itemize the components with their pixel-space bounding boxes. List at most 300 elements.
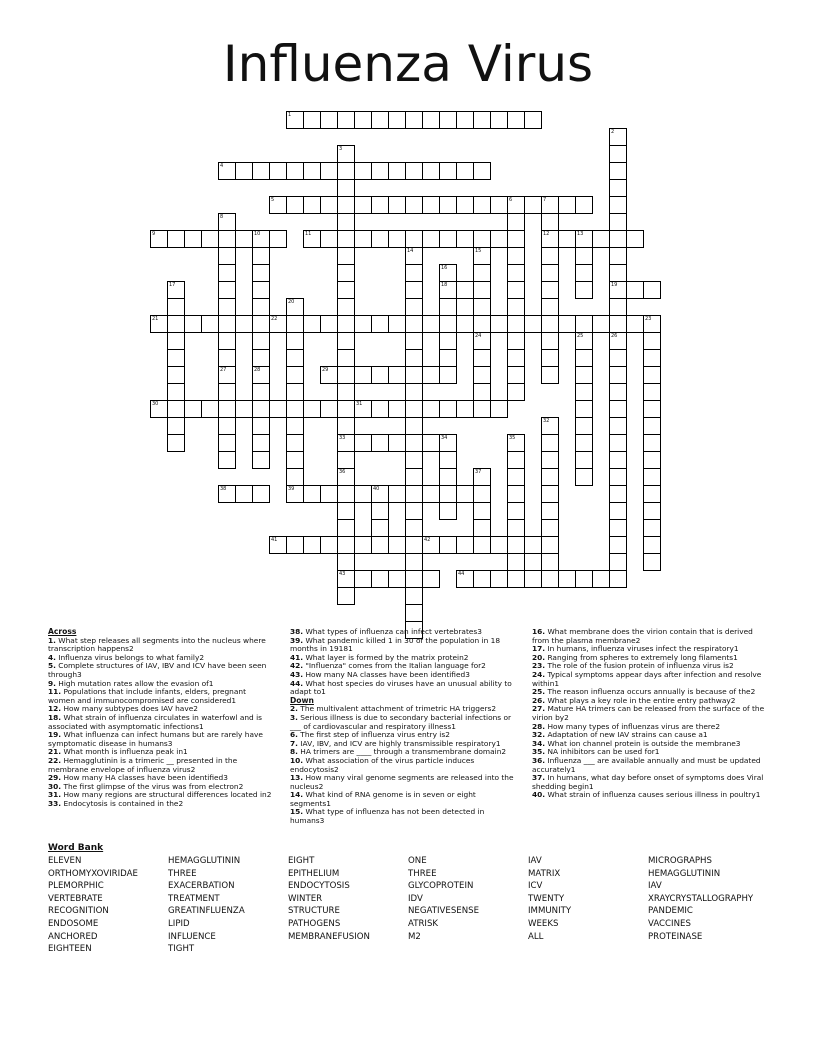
grid-cell[interactable] xyxy=(507,451,525,469)
grid-cell[interactable] xyxy=(507,247,525,265)
grid-cell[interactable] xyxy=(643,400,661,418)
grid-cell[interactable] xyxy=(507,264,525,282)
grid-cell[interactable] xyxy=(643,553,661,571)
grid-cell[interactable] xyxy=(643,383,661,401)
grid-cell[interactable] xyxy=(507,553,525,571)
grid-cell[interactable] xyxy=(337,111,355,129)
grid-cell[interactable] xyxy=(507,332,525,350)
grid-cell[interactable] xyxy=(473,536,491,554)
grid-cell[interactable] xyxy=(507,485,525,503)
grid-cell[interactable] xyxy=(218,264,236,282)
grid-cell[interactable] xyxy=(422,315,440,333)
grid-cell[interactable] xyxy=(405,230,423,248)
grid-cell[interactable] xyxy=(218,434,236,452)
grid-cell[interactable] xyxy=(252,349,270,367)
grid-cell[interactable] xyxy=(252,281,270,299)
grid-cell[interactable] xyxy=(388,366,406,384)
grid-cell[interactable] xyxy=(405,468,423,486)
grid-cell[interactable] xyxy=(422,111,440,129)
grid-cell[interactable] xyxy=(371,111,389,129)
grid-cell[interactable] xyxy=(388,485,406,503)
grid-cell[interactable] xyxy=(337,298,355,316)
grid-cell[interactable] xyxy=(218,417,236,435)
grid-cell[interactable] xyxy=(167,332,185,350)
grid-cell[interactable] xyxy=(456,315,474,333)
grid-cell[interactable] xyxy=(439,332,457,350)
grid-cell[interactable] xyxy=(405,196,423,214)
grid-cell[interactable] xyxy=(575,451,593,469)
grid-cell[interactable] xyxy=(422,485,440,503)
grid-cell[interactable] xyxy=(167,434,185,452)
grid-cell[interactable] xyxy=(592,315,610,333)
grid-cell[interactable] xyxy=(371,162,389,180)
grid-cell[interactable] xyxy=(405,400,423,418)
grid-cell[interactable] xyxy=(456,230,474,248)
grid-cell[interactable] xyxy=(456,536,474,554)
grid-cell[interactable] xyxy=(235,400,253,418)
grid-cell[interactable] xyxy=(371,196,389,214)
grid-cell[interactable] xyxy=(269,230,287,248)
grid-cell[interactable] xyxy=(405,315,423,333)
grid-cell[interactable] xyxy=(507,383,525,401)
grid-cell[interactable] xyxy=(473,230,491,248)
grid-cell[interactable] xyxy=(286,196,304,214)
grid-cell[interactable] xyxy=(167,349,185,367)
grid-cell[interactable] xyxy=(371,434,389,452)
grid-cell[interactable] xyxy=(439,366,457,384)
grid-cell[interactable] xyxy=(405,451,423,469)
grid-cell[interactable] xyxy=(320,485,338,503)
grid-cell[interactable] xyxy=(575,570,593,588)
grid-cell[interactable] xyxy=(286,434,304,452)
grid-cell[interactable] xyxy=(337,400,355,418)
grid-cell[interactable] xyxy=(405,298,423,316)
grid-cell[interactable] xyxy=(286,536,304,554)
grid-cell[interactable] xyxy=(218,298,236,316)
grid-cell[interactable] xyxy=(507,315,525,333)
grid-cell[interactable] xyxy=(337,332,355,350)
grid-cell[interactable] xyxy=(388,434,406,452)
grid-cell[interactable] xyxy=(439,468,457,486)
grid-cell[interactable] xyxy=(609,264,627,282)
grid-cell[interactable] xyxy=(609,213,627,231)
grid-cell[interactable] xyxy=(490,230,508,248)
grid-cell[interactable] xyxy=(337,315,355,333)
grid-cell[interactable] xyxy=(371,230,389,248)
grid-cell[interactable] xyxy=(575,468,593,486)
grid-cell[interactable] xyxy=(320,400,338,418)
grid-cell[interactable] xyxy=(252,298,270,316)
grid-cell[interactable] xyxy=(473,281,491,299)
grid-cell[interactable] xyxy=(252,315,270,333)
grid-cell[interactable] xyxy=(388,570,406,588)
grid-cell[interactable] xyxy=(184,315,202,333)
grid-cell[interactable] xyxy=(507,213,525,231)
grid-cell[interactable] xyxy=(235,485,253,503)
grid-cell[interactable] xyxy=(541,519,559,537)
grid-cell[interactable] xyxy=(507,230,525,248)
grid-cell[interactable] xyxy=(439,451,457,469)
grid-cell[interactable] xyxy=(439,400,457,418)
grid-cell[interactable] xyxy=(337,281,355,299)
grid-cell[interactable] xyxy=(405,349,423,367)
grid-cell[interactable] xyxy=(184,230,202,248)
grid-cell[interactable] xyxy=(541,349,559,367)
grid-cell[interactable] xyxy=(643,349,661,367)
grid-cell[interactable] xyxy=(422,230,440,248)
grid-cell[interactable] xyxy=(320,315,338,333)
grid-cell[interactable] xyxy=(626,230,644,248)
grid-cell[interactable] xyxy=(405,519,423,537)
grid-cell[interactable] xyxy=(541,315,559,333)
grid-cell[interactable] xyxy=(643,485,661,503)
grid-cell[interactable] xyxy=(218,281,236,299)
grid-cell[interactable] xyxy=(286,315,304,333)
grid-cell[interactable] xyxy=(524,570,542,588)
grid-cell[interactable] xyxy=(473,366,491,384)
grid-cell[interactable] xyxy=(575,281,593,299)
grid-cell[interactable] xyxy=(626,315,644,333)
grid-cell[interactable] xyxy=(643,434,661,452)
grid-cell[interactable] xyxy=(320,111,338,129)
grid-cell[interactable] xyxy=(575,315,593,333)
grid-cell[interactable] xyxy=(575,349,593,367)
grid-cell[interactable] xyxy=(252,451,270,469)
grid-cell[interactable] xyxy=(439,162,457,180)
grid-cell[interactable] xyxy=(252,247,270,265)
grid-cell[interactable] xyxy=(473,196,491,214)
grid-cell[interactable] xyxy=(575,264,593,282)
grid-cell[interactable] xyxy=(541,485,559,503)
grid-cell[interactable] xyxy=(643,281,661,299)
grid-cell[interactable] xyxy=(303,111,321,129)
grid-cell[interactable] xyxy=(252,434,270,452)
grid-cell[interactable] xyxy=(541,213,559,231)
grid-cell[interactable] xyxy=(354,434,372,452)
grid-cell[interactable] xyxy=(490,315,508,333)
grid-cell[interactable] xyxy=(218,247,236,265)
grid-cell[interactable] xyxy=(473,400,491,418)
grid-cell[interactable] xyxy=(473,383,491,401)
grid-cell[interactable] xyxy=(473,298,491,316)
grid-cell[interactable] xyxy=(609,230,627,248)
grid-cell[interactable] xyxy=(354,536,372,554)
grid-cell[interactable] xyxy=(405,485,423,503)
grid-cell[interactable] xyxy=(609,315,627,333)
grid-cell[interactable] xyxy=(286,451,304,469)
grid-cell[interactable] xyxy=(320,230,338,248)
grid-cell[interactable] xyxy=(541,468,559,486)
grid-cell[interactable] xyxy=(354,230,372,248)
grid-cell[interactable] xyxy=(558,196,576,214)
grid-cell[interactable] xyxy=(218,315,236,333)
grid-cell[interactable] xyxy=(405,264,423,282)
grid-cell[interactable] xyxy=(337,264,355,282)
grid-cell[interactable] xyxy=(592,230,610,248)
grid-cell[interactable] xyxy=(609,162,627,180)
grid-cell[interactable] xyxy=(320,536,338,554)
grid-cell[interactable] xyxy=(337,536,355,554)
grid-cell[interactable] xyxy=(303,485,321,503)
grid-cell[interactable] xyxy=(609,298,627,316)
grid-cell[interactable] xyxy=(337,383,355,401)
grid-cell[interactable] xyxy=(558,230,576,248)
grid-cell[interactable] xyxy=(439,349,457,367)
grid-cell[interactable] xyxy=(286,383,304,401)
grid-cell[interactable] xyxy=(541,332,559,350)
grid-cell[interactable] xyxy=(507,281,525,299)
grid-cell[interactable] xyxy=(354,162,372,180)
grid-cell[interactable] xyxy=(167,298,185,316)
grid-cell[interactable] xyxy=(218,400,236,418)
grid-cell[interactable] xyxy=(473,349,491,367)
grid-cell[interactable] xyxy=(286,366,304,384)
grid-cell[interactable] xyxy=(456,281,474,299)
grid-cell[interactable] xyxy=(643,536,661,554)
grid-cell[interactable] xyxy=(252,485,270,503)
grid-cell[interactable] xyxy=(490,196,508,214)
grid-cell[interactable] xyxy=(422,570,440,588)
grid-cell[interactable] xyxy=(575,247,593,265)
grid-cell[interactable] xyxy=(507,366,525,384)
grid-cell[interactable] xyxy=(473,315,491,333)
grid-cell[interactable] xyxy=(643,417,661,435)
grid-cell[interactable] xyxy=(405,553,423,571)
grid-cell[interactable] xyxy=(490,570,508,588)
grid-cell[interactable] xyxy=(303,162,321,180)
grid-cell[interactable] xyxy=(456,111,474,129)
grid-cell[interactable] xyxy=(405,536,423,554)
grid-cell[interactable] xyxy=(507,519,525,537)
grid-cell[interactable] xyxy=(575,383,593,401)
grid-cell[interactable] xyxy=(269,400,287,418)
grid-cell[interactable] xyxy=(541,264,559,282)
grid-cell[interactable] xyxy=(405,162,423,180)
grid-cell[interactable] xyxy=(388,536,406,554)
grid-cell[interactable] xyxy=(541,366,559,384)
grid-cell[interactable] xyxy=(252,400,270,418)
grid-cell[interactable] xyxy=(541,281,559,299)
grid-cell[interactable] xyxy=(252,162,270,180)
grid-cell[interactable] xyxy=(167,366,185,384)
grid-cell[interactable] xyxy=(609,519,627,537)
grid-cell[interactable] xyxy=(490,536,508,554)
grid-cell[interactable] xyxy=(303,315,321,333)
grid-cell[interactable] xyxy=(218,230,236,248)
grid-cell[interactable] xyxy=(422,196,440,214)
grid-cell[interactable] xyxy=(405,366,423,384)
grid-cell[interactable] xyxy=(541,502,559,520)
grid-cell[interactable] xyxy=(337,502,355,520)
grid-cell[interactable] xyxy=(609,468,627,486)
grid-cell[interactable] xyxy=(507,502,525,520)
grid-cell[interactable] xyxy=(456,162,474,180)
grid-cell[interactable] xyxy=(337,417,355,435)
grid-cell[interactable] xyxy=(201,315,219,333)
grid-cell[interactable] xyxy=(337,451,355,469)
grid-cell[interactable] xyxy=(439,315,457,333)
grid-cell[interactable] xyxy=(354,485,372,503)
grid-cell[interactable] xyxy=(473,111,491,129)
grid-cell[interactable] xyxy=(609,400,627,418)
grid-cell[interactable] xyxy=(439,502,457,520)
grid-cell[interactable] xyxy=(388,162,406,180)
grid-cell[interactable] xyxy=(439,485,457,503)
grid-cell[interactable] xyxy=(507,468,525,486)
grid-cell[interactable] xyxy=(575,434,593,452)
grid-cell[interactable] xyxy=(490,400,508,418)
grid-cell[interactable] xyxy=(609,417,627,435)
grid-cell[interactable] xyxy=(439,111,457,129)
grid-cell[interactable] xyxy=(541,434,559,452)
grid-cell[interactable] xyxy=(218,349,236,367)
grid-cell[interactable] xyxy=(473,519,491,537)
grid-cell[interactable] xyxy=(405,587,423,605)
grid-cell[interactable] xyxy=(575,366,593,384)
grid-cell[interactable] xyxy=(371,519,389,537)
grid-cell[interactable] xyxy=(337,366,355,384)
grid-cell[interactable] xyxy=(337,485,355,503)
grid-cell[interactable] xyxy=(609,349,627,367)
grid-cell[interactable] xyxy=(541,570,559,588)
grid-cell[interactable] xyxy=(541,298,559,316)
grid-cell[interactable] xyxy=(201,230,219,248)
grid-cell[interactable] xyxy=(490,111,508,129)
grid-cell[interactable] xyxy=(354,196,372,214)
grid-cell[interactable] xyxy=(507,349,525,367)
grid-cell[interactable] xyxy=(303,536,321,554)
grid-cell[interactable] xyxy=(456,196,474,214)
grid-cell[interactable] xyxy=(643,366,661,384)
grid-cell[interactable] xyxy=(405,111,423,129)
grid-cell[interactable] xyxy=(609,536,627,554)
grid-cell[interactable] xyxy=(405,332,423,350)
grid-cell[interactable] xyxy=(439,298,457,316)
grid-cell[interactable] xyxy=(609,366,627,384)
grid-cell[interactable] xyxy=(473,570,491,588)
grid-cell[interactable] xyxy=(320,196,338,214)
grid-cell[interactable] xyxy=(405,570,423,588)
grid-cell[interactable] xyxy=(643,451,661,469)
grid-cell[interactable] xyxy=(507,570,525,588)
grid-cell[interactable] xyxy=(286,349,304,367)
grid-cell[interactable] xyxy=(541,451,559,469)
grid-cell[interactable] xyxy=(201,400,219,418)
grid-cell[interactable] xyxy=(337,162,355,180)
grid-cell[interactable] xyxy=(354,111,372,129)
grid-cell[interactable] xyxy=(337,519,355,537)
grid-cell[interactable] xyxy=(388,196,406,214)
grid-cell[interactable] xyxy=(252,383,270,401)
grid-cell[interactable] xyxy=(575,196,593,214)
grid-cell[interactable] xyxy=(167,383,185,401)
grid-cell[interactable] xyxy=(218,383,236,401)
grid-cell[interactable] xyxy=(354,315,372,333)
grid-cell[interactable] xyxy=(167,417,185,435)
grid-cell[interactable] xyxy=(524,196,542,214)
grid-cell[interactable] xyxy=(422,400,440,418)
grid-cell[interactable] xyxy=(286,417,304,435)
grid-cell[interactable] xyxy=(524,111,542,129)
grid-cell[interactable] xyxy=(592,570,610,588)
grid-cell[interactable] xyxy=(524,315,542,333)
grid-cell[interactable] xyxy=(286,332,304,350)
grid-cell[interactable] xyxy=(456,485,474,503)
grid-cell[interactable] xyxy=(575,400,593,418)
grid-cell[interactable] xyxy=(167,315,185,333)
grid-cell[interactable] xyxy=(609,196,627,214)
grid-cell[interactable] xyxy=(337,196,355,214)
grid-cell[interactable] xyxy=(439,230,457,248)
grid-cell[interactable] xyxy=(388,400,406,418)
grid-cell[interactable] xyxy=(405,502,423,520)
grid-cell[interactable] xyxy=(456,400,474,418)
grid-cell[interactable] xyxy=(558,570,576,588)
grid-cell[interactable] xyxy=(337,247,355,265)
grid-cell[interactable] xyxy=(473,264,491,282)
grid-cell[interactable] xyxy=(303,400,321,418)
grid-cell[interactable] xyxy=(575,417,593,435)
grid-cell[interactable] xyxy=(303,196,321,214)
grid-cell[interactable] xyxy=(252,332,270,350)
grid-cell[interactable] xyxy=(439,196,457,214)
grid-cell[interactable] xyxy=(541,536,559,554)
grid-cell[interactable] xyxy=(541,553,559,571)
grid-cell[interactable] xyxy=(354,570,372,588)
grid-cell[interactable] xyxy=(337,587,355,605)
grid-cell[interactable] xyxy=(609,247,627,265)
grid-cell[interactable] xyxy=(388,230,406,248)
grid-cell[interactable] xyxy=(371,536,389,554)
grid-cell[interactable] xyxy=(473,485,491,503)
grid-cell[interactable] xyxy=(235,230,253,248)
grid-cell[interactable] xyxy=(473,162,491,180)
grid-cell[interactable] xyxy=(167,230,185,248)
grid-cell[interactable] xyxy=(473,502,491,520)
grid-cell[interactable] xyxy=(337,553,355,571)
grid-cell[interactable] xyxy=(507,536,525,554)
grid-cell[interactable] xyxy=(269,162,287,180)
grid-cell[interactable] xyxy=(252,417,270,435)
grid-cell[interactable] xyxy=(337,179,355,197)
grid-cell[interactable] xyxy=(507,298,525,316)
grid-cell[interactable] xyxy=(541,247,559,265)
grid-cell[interactable] xyxy=(609,553,627,571)
grid-cell[interactable] xyxy=(439,536,457,554)
grid-cell[interactable] xyxy=(609,145,627,163)
grid-cell[interactable] xyxy=(405,434,423,452)
grid-cell[interactable] xyxy=(218,332,236,350)
grid-cell[interactable] xyxy=(235,315,253,333)
grid-cell[interactable] xyxy=(422,434,440,452)
grid-cell[interactable] xyxy=(218,451,236,469)
grid-cell[interactable] xyxy=(626,281,644,299)
grid-cell[interactable] xyxy=(388,315,406,333)
grid-cell[interactable] xyxy=(337,349,355,367)
grid-cell[interactable] xyxy=(337,230,355,248)
grid-cell[interactable] xyxy=(286,468,304,486)
grid-cell[interactable] xyxy=(643,468,661,486)
grid-cell[interactable] xyxy=(422,366,440,384)
grid-cell[interactable] xyxy=(286,400,304,418)
grid-cell[interactable] xyxy=(558,315,576,333)
grid-cell[interactable] xyxy=(286,162,304,180)
grid-cell[interactable] xyxy=(337,213,355,231)
grid-cell[interactable] xyxy=(235,162,253,180)
grid-cell[interactable] xyxy=(184,400,202,418)
grid-cell[interactable] xyxy=(405,281,423,299)
grid-cell[interactable] xyxy=(643,519,661,537)
